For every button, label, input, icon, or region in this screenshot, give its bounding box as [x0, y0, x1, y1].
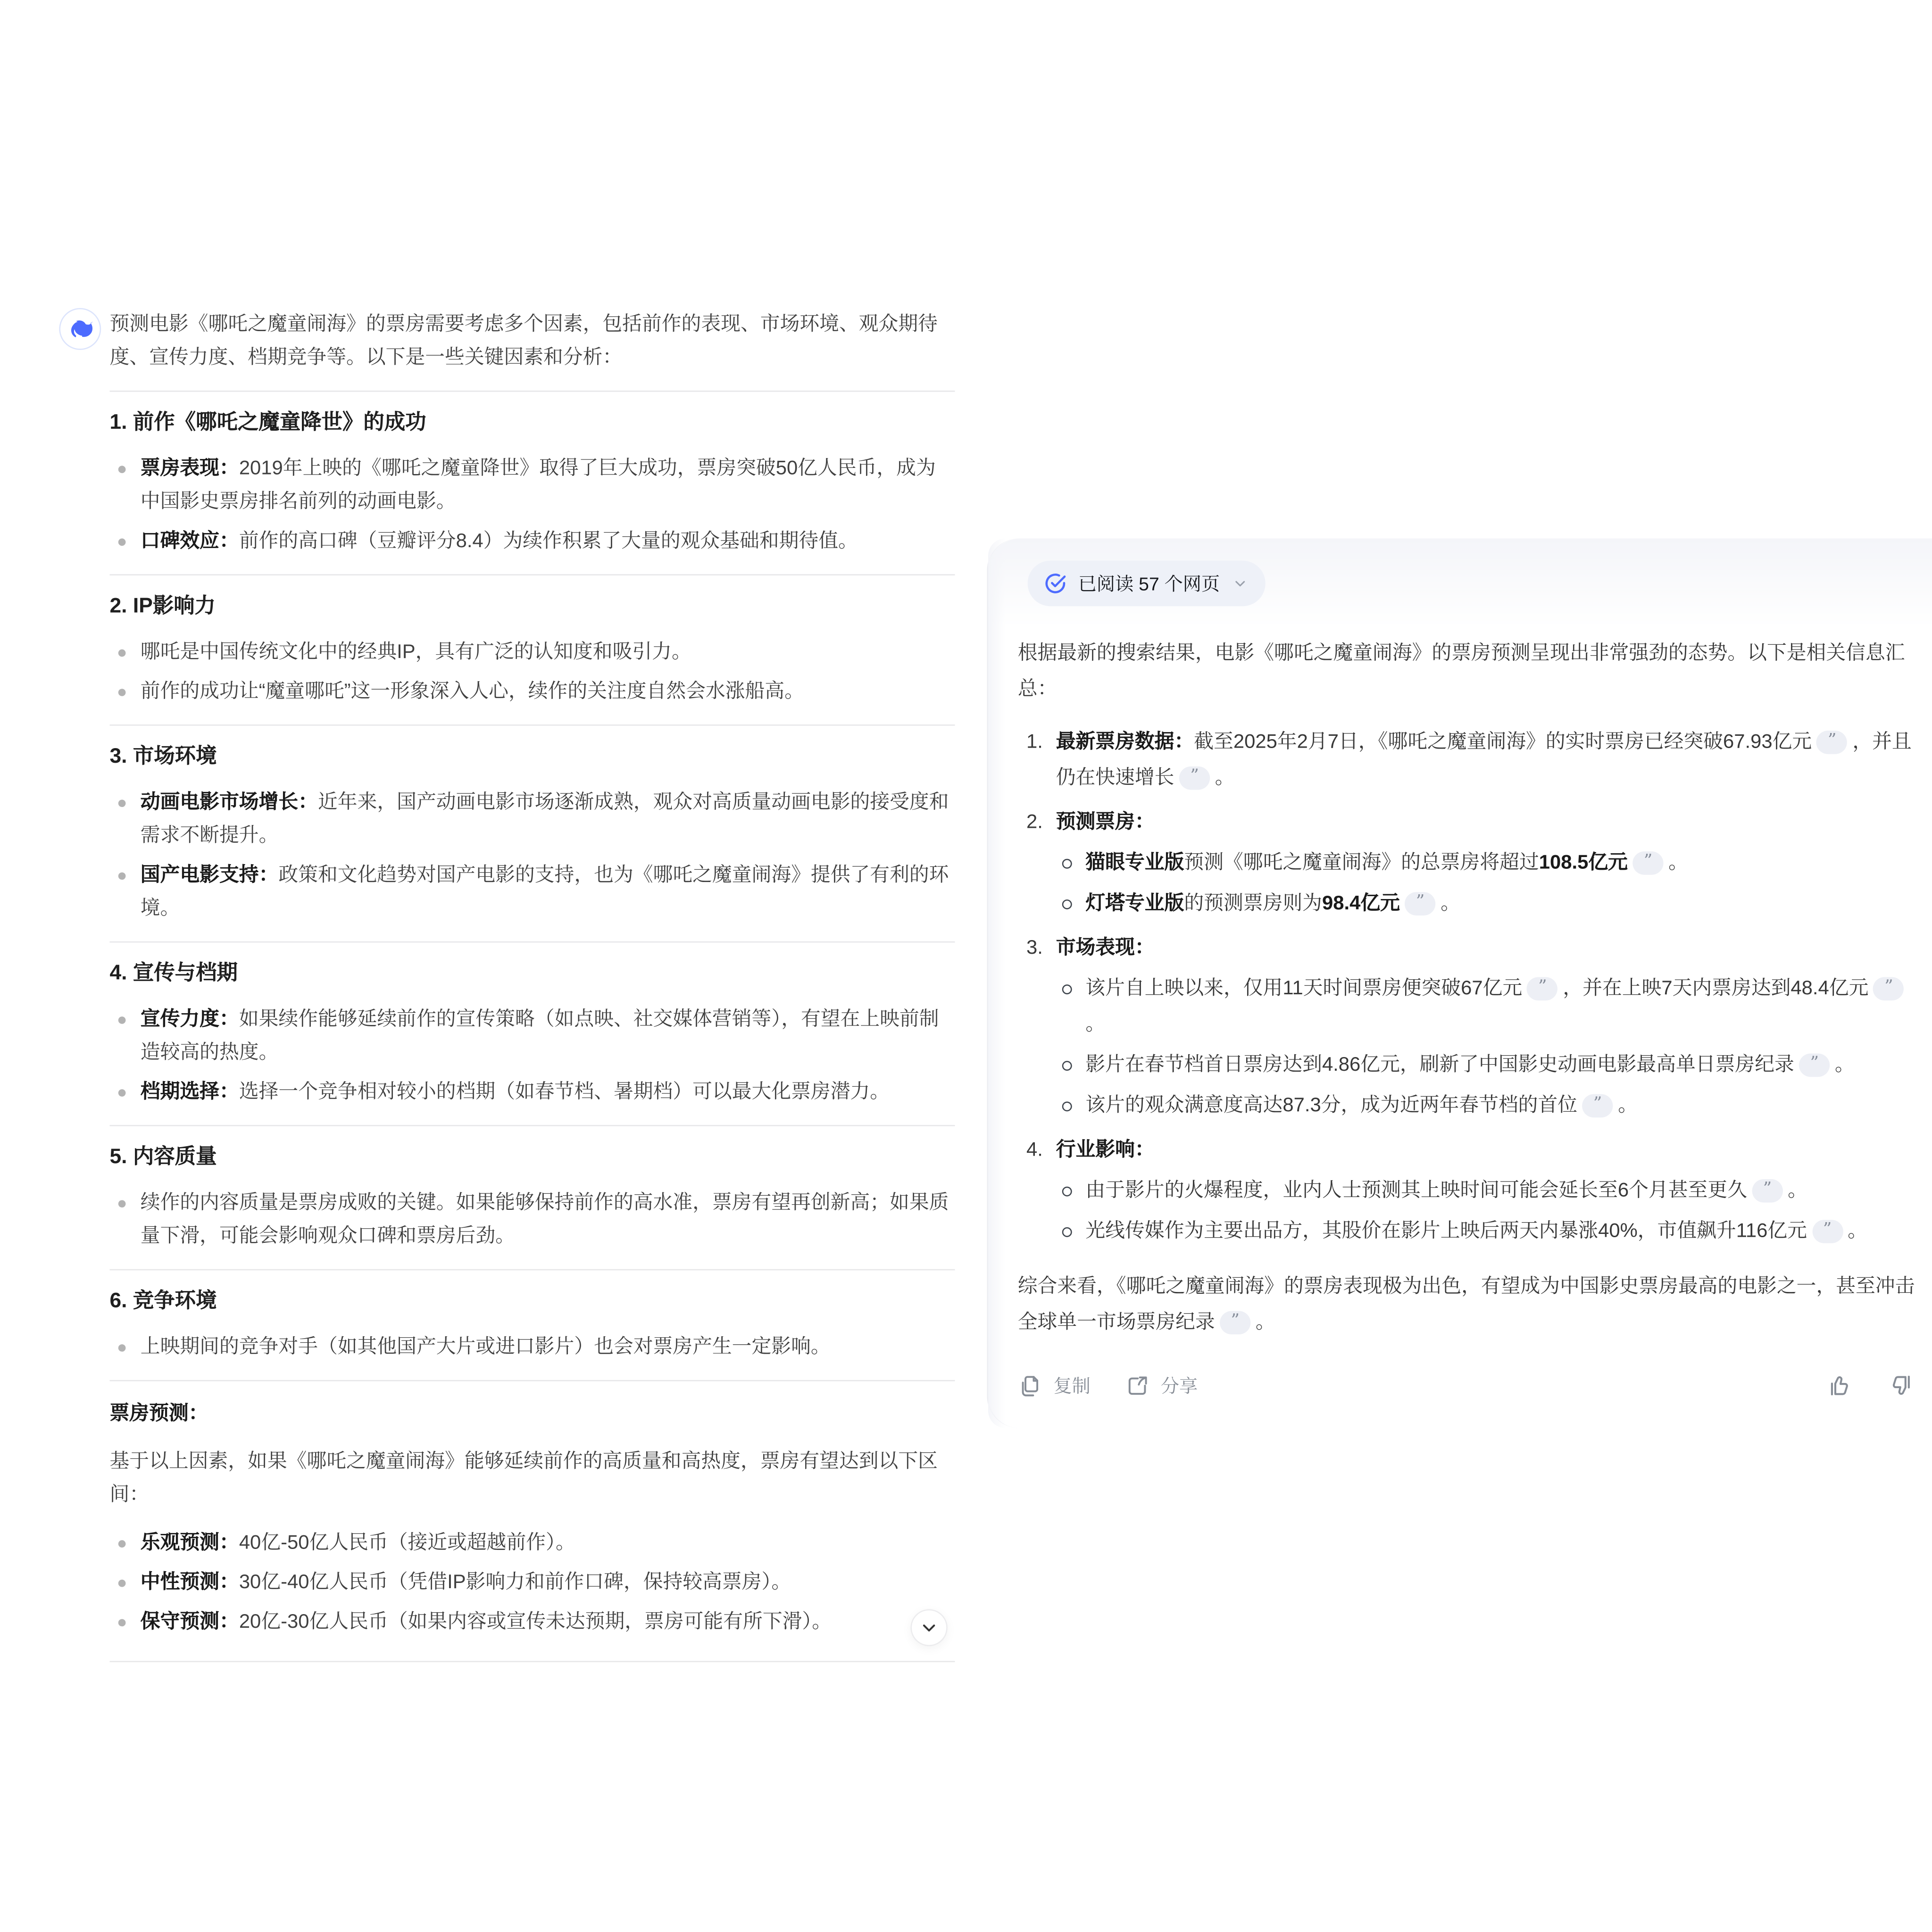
sub-item — [1056, 886, 1915, 922]
bold-text: 98.4亿元 — [1322, 893, 1400, 915]
bold-text: 国产电影支持： — [140, 865, 279, 886]
text-run: 2019年上映的《哪吒之魔童降世》取得了巨大成功，票房突破50亿人民币，成为中国影史票房排名前列的动画电影。 — [140, 458, 936, 513]
bold-text: 灯塔专业版 — [1085, 893, 1184, 915]
right-intro-paragraph: 根据最新的搜索结果，电影《哪吒之魔童闹海》的票房预测呈现出非常强劲的态势。以下是相关信息汇总： — [1017, 643, 1905, 700]
section-heading: 2. IP影响力 — [109, 594, 216, 617]
right-summary — [1018, 1269, 1915, 1341]
citation-badge[interactable]: ” — [1752, 1179, 1782, 1203]
numbered-item — [1018, 724, 1915, 796]
intro-paragraph: 预测电影《哪吒之魔童闹海》的票房需要考虑多个因素，包括前作的表现、市场环境、观众期待度、宣传力度、档期竞争等。以下是一些关键因素和分析： — [109, 314, 938, 369]
bold-text: 猫眼专业版 — [1085, 852, 1184, 874]
citation-badge[interactable]: ” — [1632, 851, 1663, 875]
text-run: 综合来看，《哪吒之魔童闹海》的票房表现极为出色，有望成为中国影史票房最高的电影之一，甚至冲击全球单一市场票房纪录 — [1017, 1276, 1915, 1333]
item-number: 1. — [1026, 732, 1043, 753]
sub-item — [1056, 1173, 1915, 1209]
item-label: 行业影响： — [1056, 1140, 1155, 1161]
section-heading: 6. 竞争环境 — [109, 1289, 217, 1313]
divider — [109, 1380, 955, 1382]
text-run: 选择一个竞争相对较小的档期（如春节档、暑期档）可以最大化票房潜力。 — [239, 1082, 890, 1103]
bullet-item — [109, 1566, 955, 1599]
message-actions — [1018, 1373, 1915, 1399]
forecast-list — [109, 1527, 955, 1639]
section-heading: 5. 内容质量 — [109, 1144, 217, 1168]
text-run: 20亿-30亿人民币（如果内容或宣传未达预期，票房可能有所下滑）。 — [239, 1611, 832, 1633]
bullet-item — [109, 786, 955, 853]
item-label: 最新票房数据： — [1056, 732, 1194, 753]
item-label: 市场表现： — [1056, 937, 1155, 959]
text-run: 30亿-40亿人民币（凭借IP影响力和前作口碑，保持较高票房）。 — [239, 1572, 791, 1593]
bullet-item — [109, 636, 955, 669]
text-run: 。 — [1668, 852, 1689, 874]
bullet-list — [109, 1003, 955, 1109]
text-run: 续作的内容质量是票房成败的关键。如果能够保持前作的高水准，票房有望再创新高；如果质量下滑，可能会影响观众口碑和票房后劲。 — [140, 1192, 949, 1247]
text-run: ，并且仍在快速增长 — [1056, 732, 1912, 789]
item-number: 3. — [1026, 937, 1043, 959]
citation-badge[interactable]: ” — [1812, 1220, 1842, 1243]
sub-list — [1056, 845, 1915, 922]
text-run: 。 — [1215, 767, 1235, 789]
deepseek-whale-logo-icon — [59, 308, 101, 350]
text-run: 的预测票房则为 — [1184, 893, 1323, 915]
share-button[interactable] — [1125, 1373, 1198, 1399]
bullet-list — [109, 452, 955, 558]
bold-text: 动画电影市场增长： — [140, 792, 318, 814]
thumb-up-icon — [1826, 1373, 1852, 1399]
bold-text: 宣传力度： — [140, 1009, 239, 1030]
bullet-item — [109, 1527, 955, 1560]
bullet-item — [109, 1606, 955, 1639]
section-heading: 4. 宣传与档期 — [109, 961, 238, 985]
text-run: 哪吒是中国传统文化中的经典IP，具有广泛的认知度和吸引力。 — [140, 641, 691, 663]
sub-list — [1056, 1173, 1915, 1249]
share-label: 分享 — [1160, 1376, 1198, 1398]
chevron-down-icon — [1233, 577, 1247, 591]
text-run: 由于影片的火爆程度，业内人士预测其上映时间可能会延长至6个月甚至更久 — [1085, 1180, 1747, 1201]
sub-item — [1056, 971, 1915, 1042]
share-icon — [1125, 1373, 1149, 1398]
divider — [109, 724, 955, 726]
forecast-intro: 基于以上因素，如果《哪吒之魔童闹海》能够延续前作的高质量和高热度，票房有望达到以下区间： — [109, 1451, 938, 1506]
bold-text: 档期选择： — [140, 1082, 239, 1103]
read-pages-pill[interactable] — [1028, 561, 1266, 607]
read-pages-label: 已阅读 57 个网页 — [1078, 574, 1220, 595]
bullet-list — [109, 636, 955, 708]
bold-text: 口碑效应： — [140, 531, 239, 552]
assistant-message-left — [59, 304, 955, 1678]
sub-item — [1056, 1088, 1915, 1124]
bullet-item — [109, 1187, 955, 1253]
section-heading: 3. 市场环境 — [109, 744, 217, 768]
text-run: 前作的成功让“魔童哪吒”这一形象深入人心，续作的关注度自然会水涨船高。 — [140, 681, 804, 702]
text-run: 近年来，国产动画电影市场逐渐成熟，观众对高质量动画电影的接受度和需求不断提升。 — [140, 792, 949, 847]
text-run: 。 — [1085, 1014, 1106, 1035]
bold-text: 保守预测： — [140, 1611, 239, 1633]
bullet-item — [109, 1075, 955, 1109]
bold-text: 乐观预测： — [140, 1532, 239, 1554]
right-items — [1018, 724, 1915, 1249]
text-run: 前作的高口碑（豆瓣评分8.4）为续作积累了大量的观众基础和期待值。 — [239, 531, 858, 552]
citation-badge[interactable]: ” — [1220, 1311, 1250, 1334]
bold-text: 票房表现： — [140, 458, 239, 480]
numbered-item — [1018, 805, 1915, 922]
copy-icon — [1018, 1373, 1042, 1398]
bold-text: 中性预测： — [140, 1572, 239, 1593]
numbered-item — [1018, 1133, 1915, 1249]
text-run: 。 — [1848, 1221, 1868, 1242]
text-run: 上映期间的竞争对手（如其他国产大片或进口影片）也会对票房产生一定影响。 — [140, 1337, 831, 1358]
text-run: 。 — [1441, 893, 1461, 915]
citation-badge[interactable]: ” — [1527, 977, 1558, 1001]
bullet-item — [109, 525, 955, 558]
citation-badge[interactable]: ” — [1874, 977, 1904, 1001]
assistant-message-right-card — [987, 539, 1932, 1428]
sub-item — [1056, 845, 1915, 881]
text-run: 如果续作能够延续前作的宣传策略（如点映、社交媒体营销等），有望在上映前制造较高的热度。 — [140, 1009, 939, 1064]
item-number: 4. — [1026, 1140, 1043, 1161]
bullet-list — [109, 1187, 955, 1253]
bullet-item — [109, 675, 955, 709]
divider — [109, 1661, 955, 1662]
bullet-item — [109, 1003, 955, 1069]
assistant-message-body — [109, 308, 955, 1662]
bullet-item — [109, 859, 955, 925]
sub-item — [1056, 1214, 1915, 1249]
text-run: 。 — [1788, 1180, 1807, 1201]
bold-text: 108.5亿元 — [1539, 852, 1628, 874]
divider — [109, 1269, 955, 1271]
left-sections — [109, 391, 955, 1364]
check-circle-icon — [1044, 572, 1067, 595]
text-run: 40亿-50亿人民币（接近或超越前作）。 — [239, 1532, 575, 1554]
text-run: 影片在春节档首日票房达到4.86亿元，刷新了中国影史动画电影最高单日票房纪录 — [1085, 1055, 1794, 1076]
scroll-to-bottom-button[interactable] — [910, 1609, 947, 1646]
chevron-down-icon — [920, 1619, 938, 1636]
text-run: ，并在上映7天内票房达到48.4亿元 — [1563, 978, 1869, 999]
citation-badge[interactable]: ” — [1405, 892, 1435, 916]
citation-badge[interactable]: ” — [1582, 1094, 1613, 1118]
sub-item — [1056, 1047, 1915, 1083]
bullet-item — [109, 452, 955, 519]
bullet-list — [109, 1331, 955, 1364]
bullet-item — [109, 1331, 955, 1364]
citation-badge[interactable]: ” — [1817, 731, 1848, 754]
divider — [109, 941, 955, 943]
text-run: 。 — [1618, 1095, 1638, 1116]
forecast-heading: 票房预测： — [109, 1403, 208, 1424]
copy-label: 复制 — [1053, 1376, 1091, 1398]
thumbs-up-button[interactable] — [1826, 1373, 1852, 1399]
thumbs-down-button[interactable] — [1889, 1373, 1915, 1399]
item-number: 2. — [1026, 812, 1043, 833]
divider — [109, 574, 955, 575]
text-run: 。 — [1835, 1055, 1855, 1076]
text-run: 光线传媒作为主要出品方，其股价在影片上映后两天内暴涨40%，市值飙升116亿元 — [1085, 1221, 1807, 1242]
citation-badge[interactable]: ” — [1179, 766, 1210, 790]
thumb-down-icon — [1889, 1373, 1915, 1399]
text-run: 截至2025年2月7日，《哪吒之魔童闹海》的实时票房已经突破67.93亿元 — [1194, 732, 1812, 753]
bullet-list — [109, 786, 955, 925]
text-run: 政策和文化趋势对国产电影的支持，也为《哪吒之魔童闹海》提供了有利的环境。 — [140, 865, 949, 919]
text-run: 预测《哪吒之魔童闹海》的总票房将超过 — [1184, 852, 1539, 874]
section-heading: 1. 前作《哪吒之魔童降世》的成功 — [109, 410, 426, 434]
right-card-content — [988, 539, 1932, 1428]
divider — [109, 1125, 955, 1126]
text-run: 该片的观众满意度高达87.3分，成为近两年春节档的首位 — [1085, 1095, 1578, 1116]
copy-button[interactable] — [1018, 1373, 1091, 1399]
forecast-section — [109, 1527, 955, 1639]
sub-list — [1056, 971, 1915, 1124]
numbered-item — [1018, 930, 1915, 1124]
text-run: 该片自上映以来，仅用11天时间票房便突破67亿元 — [1085, 978, 1523, 999]
citation-badge[interactable]: ” — [1799, 1053, 1830, 1077]
item-label: 预测票房： — [1056, 812, 1155, 833]
divider — [109, 391, 955, 392]
text-run: 。 — [1255, 1312, 1275, 1333]
